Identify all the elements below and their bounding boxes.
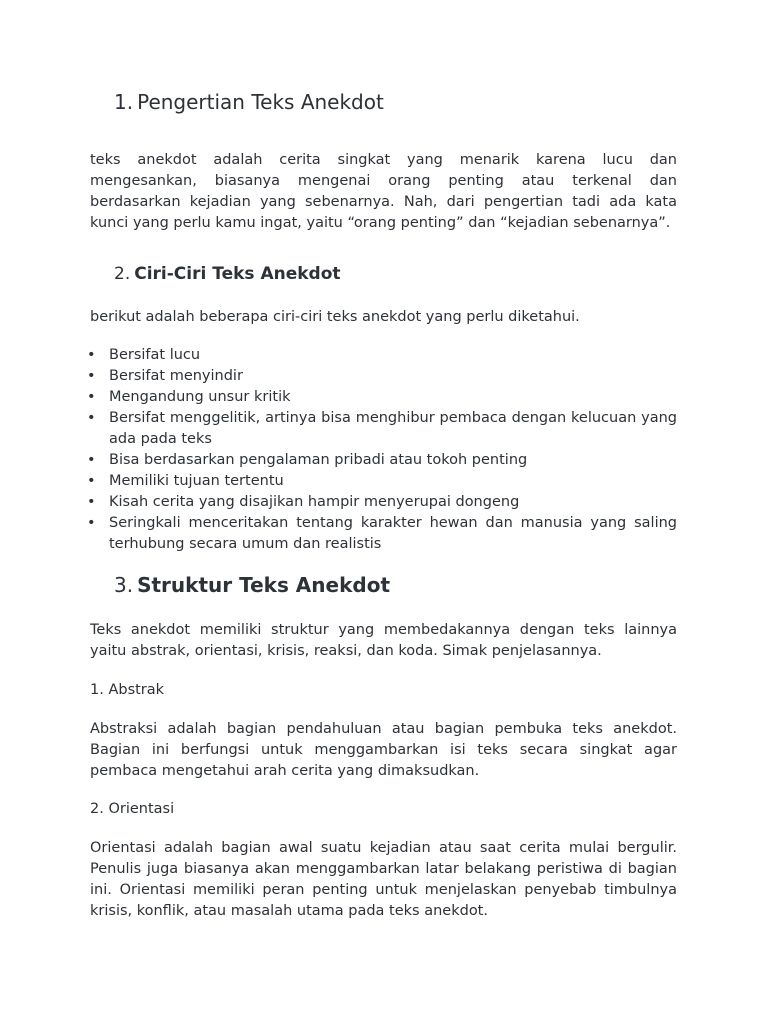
- subheading-orientasi: 2. Orientasi: [90, 801, 175, 817]
- paragraph-pengertian: teks anekdot adalah cerita singkat yang menarik karena lucu dan mengesankan, biasanya mengenai orang penting atau terkenal dan berdasarkan kejadian yang sebenarnya. Nah, dari pengertian tadi ada kata kunci yang perlu kamu ingat, yaitu “orang penting” dan “kejadian sebenarnya”.: [90, 152, 677, 231]
- section-number: 2.: [114, 264, 131, 284]
- bullet-icon: •: [87, 410, 96, 426]
- section-title: Pengertian Teks Anekdot: [137, 90, 384, 114]
- list-item-text: Memiliki tujuan tertentu: [109, 473, 284, 489]
- bullet-icon: •: [87, 515, 96, 531]
- paragraph-orientasi: Orientasi adalah bagian awal suatu kejadian atau saat cerita mulai bergulir. Penulis juga biasanya akan menggambarkan latar belakang peristiwa di bagian ini. Orientasi memiliki peran penting untuk menjelaskan penyebab timbulnya krisis, konflik, atau masalah utama pada teks anekdot.: [90, 840, 677, 919]
- list-item: [87, 408, 677, 450]
- section-heading-pengertian: [114, 92, 384, 113]
- paragraph-ciri-intro: berikut adalah beberapa ciri-ciri teks anekdot yang perlu diketahui.: [90, 309, 580, 325]
- section-title: Ciri-Ciri Teks Anekdot: [134, 264, 341, 284]
- bullet-icon: •: [87, 368, 96, 384]
- list-item-text: Bersifat menggelitik, artinya bisa menghibur pembaca dengan kelucuan yang ada pada teks: [109, 410, 677, 447]
- bullet-icon: •: [87, 494, 96, 510]
- bullet-icon: •: [87, 452, 96, 468]
- list-item-text: Mengandung unsur kritik: [109, 389, 291, 405]
- section-heading-ciri: [114, 264, 341, 285]
- list-item-text: Kisah cerita yang disajikan hampir menyerupai dongeng: [109, 494, 520, 510]
- bullet-icon: •: [87, 389, 96, 405]
- list-item: [87, 471, 677, 492]
- section-number: 3.: [114, 573, 134, 597]
- list-item: [87, 492, 677, 513]
- list-item-text: Bersifat menyindir: [109, 368, 243, 384]
- subheading-abstrak: 1. Abstrak: [90, 682, 165, 698]
- paragraph-struktur-intro: Teks anekdot memiliki struktur yang membedakannya dengan teks lainnya yaitu abstrak, orientasi, krisis, reaksi, dan koda. Simak penjelasannya.: [90, 622, 677, 659]
- list-item: [87, 387, 677, 408]
- list-item: [87, 345, 677, 366]
- bullet-icon: •: [87, 473, 96, 489]
- bullet-icon: •: [87, 347, 96, 363]
- list-item: [87, 513, 677, 555]
- section-heading-struktur: [114, 575, 390, 596]
- list-item-text: Bersifat lucu: [109, 347, 201, 363]
- section-title: Struktur Teks Anekdot: [137, 573, 391, 597]
- section-number: 1.: [114, 90, 134, 114]
- list-item: [87, 450, 677, 471]
- list-item-text: Bisa berdasarkan pengalaman pribadi atau tokoh penting: [109, 452, 528, 468]
- ciri-list: [87, 345, 677, 555]
- list-item-text: Seringkali menceritakan tentang karakter hewan dan manusia yang saling terhubung secara umum dan realistis: [109, 515, 677, 552]
- paragraph-abstrak: Abstraksi adalah bagian pendahuluan atau bagian pembuka teks anekdot. Bagian ini berfungsi untuk menggambarkan isi teks secara singkat agar pembaca mengetahui arah cerita yang dimaksudkan.: [90, 721, 677, 779]
- list-item: [87, 366, 677, 387]
